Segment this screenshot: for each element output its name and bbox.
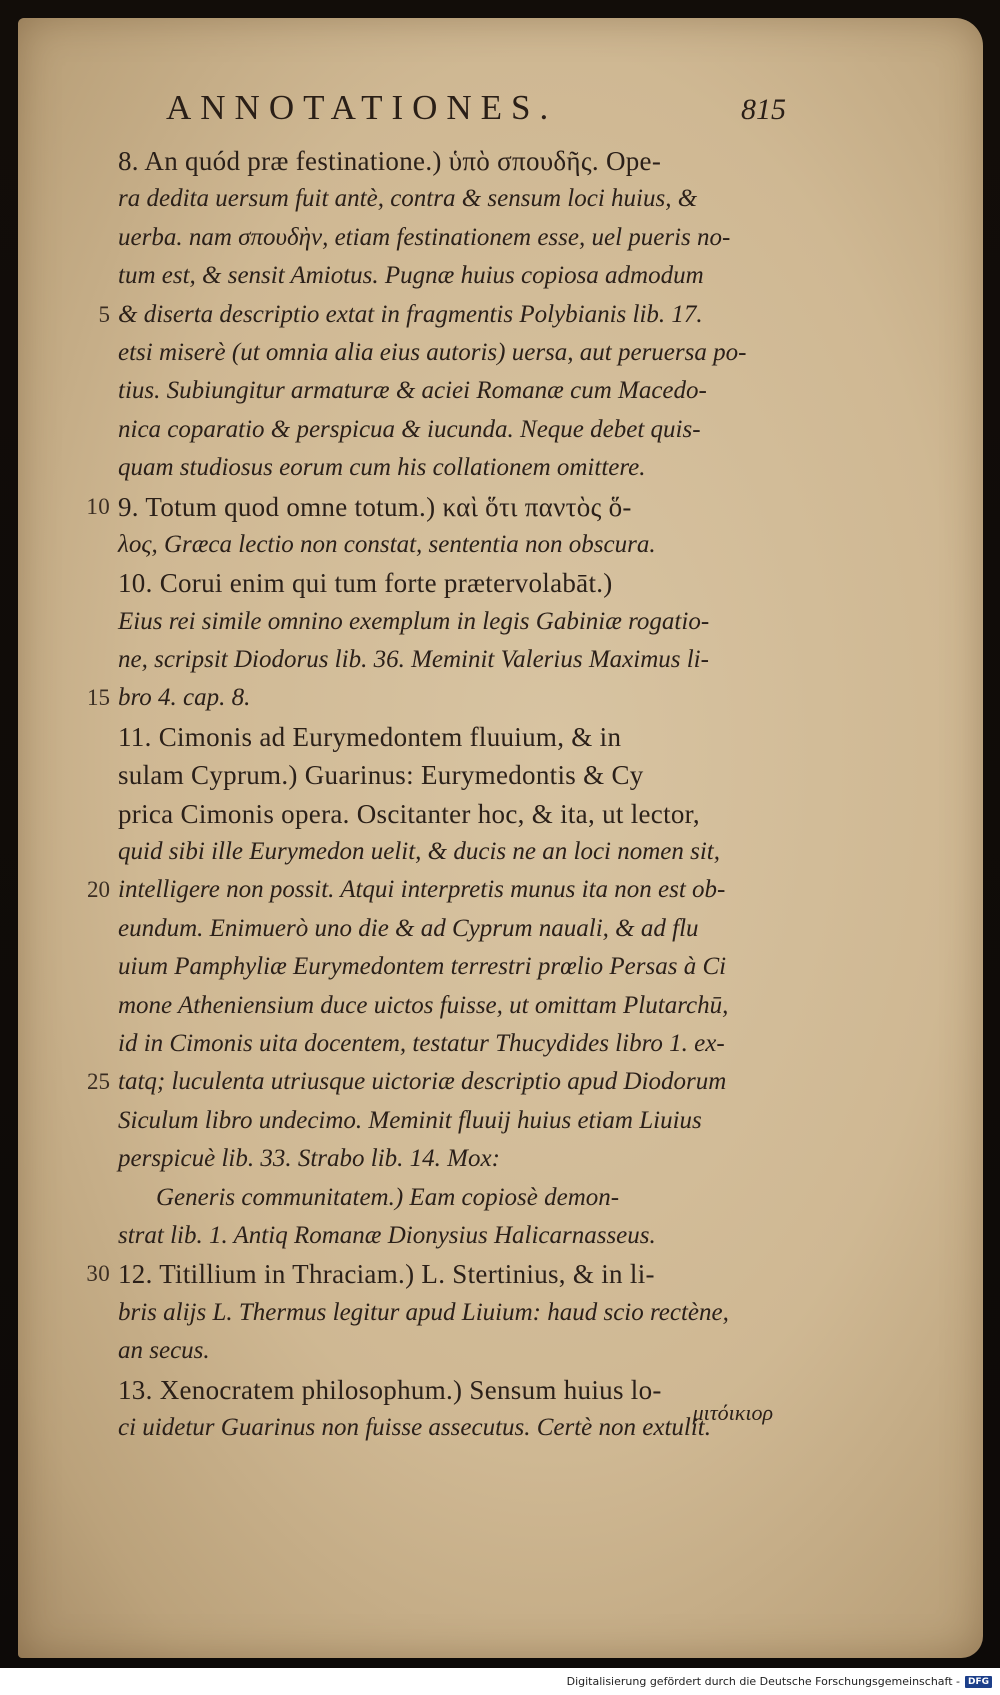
line-text: prica Cimonis opera. Oscitanter hoc, & ita, ut lector, [118,798,700,829]
text-line [96,1179,776,1217]
text-line [96,411,776,449]
line-text: sulam Cyprum.) Guarinus: Eurymedontis & Cy [118,760,644,791]
text-line [96,296,776,334]
text-line [96,526,776,564]
line-text: tum est, & sensit Amiotus. Pugnæ huius copiosa admodum [118,262,704,290]
text-line [96,1025,776,1063]
line-text: quid sibi ille Eurymedon uelit, & ducis ne an loci nomen sit, [118,838,721,866]
line-text: λος, Græca lectio non constat, sententia non obscura. [118,530,656,558]
text-line [96,910,776,948]
text-line [87,871,776,909]
line-number: 10 [86,493,110,519]
line-text: an secus. [118,1337,210,1365]
line-text: ra dedita uersum fuit antè, contra & sensum loci huius, & [118,185,698,213]
folio-number: 815 [741,93,786,126]
text-line [96,795,776,833]
line-number: 25 [87,1069,110,1095]
line-text: strat lib. 1. Antiq Romanæ Dionysius Halicarnasseus. [118,1221,656,1249]
line-text: intelligere non possit. Atqui interpretis munus ita non est ob- [118,876,726,904]
line-text: ne, scripsit Diodorus lib. 36. Meminit Valerius Maximus li- [118,646,709,674]
line-text: 13. Xenocratem philosophum.) Sensum huius lo- [118,1374,662,1405]
text-line [96,257,776,295]
line-number: 30 [86,1261,110,1287]
text-line [96,1409,776,1447]
text-line [96,564,776,602]
line-text: etsi miserè (ut omnia alia eius autoris) uersa, aut peruersa po- [118,338,747,366]
text-line [96,1217,776,1255]
line-text: Eius rei simile omnino exemplum in legis Gabiniæ rogatio- [118,607,710,635]
line-number: 15 [87,685,110,711]
book-page [18,18,983,1658]
line-text: Siculum libro undecimo. Meminit fluuij huius etiam Liuius [118,1106,702,1134]
line-text: tatq; luculenta utriusque uictoriæ descriptio apud Diodorum [118,1068,727,1096]
text-line [87,679,776,717]
credit-text: Digitalisierung gefördert durch die Deutsche Forschungsgemeinschaft - [566,1675,960,1688]
line-text: bris alijs L. Thermus legitur apud Liuium: haud scio rectène, [118,1298,729,1326]
line-text: tius. Subiungitur armaturæ & aciei Romanæ cum Macedo- [118,377,707,405]
text-line [96,833,776,871]
line-text: perspicuè lib. 33. Strabo lib. 14. Mox: [118,1145,500,1173]
text-line [96,987,776,1025]
line-text: ci uidetur Guarinus non fuisse assecutus. Certè non extulit. [118,1413,712,1441]
line-text: id in Cimonis uita docentem, testatur Thucydides libro 1. ex- [118,1029,725,1057]
text-line [96,1294,776,1332]
text-line [87,1063,776,1101]
line-text: nica coparatio & perspicua & iucunda. Neque debet quis- [118,415,701,443]
line-text: mone Atheniensium duce uictos fuisse, ut omittam Plutarchū, [118,991,729,1019]
dfg-logo: DFG [965,1676,992,1688]
text-line [96,603,776,641]
line-text: uerba. nam σπουδὴν, etiam festinationem esse, uel pueris no- [118,223,731,251]
line-number: 5 [98,301,110,327]
digitization-credit [567,1675,992,1688]
running-head [166,88,786,128]
line-text: eundum. Enimuerò uno die & ad Cyprum nauali, & ad flu [118,914,699,942]
text-line [96,1371,776,1409]
line-text: 11. Cimonis ad Eurymedontem fluuium, & in [118,721,622,752]
running-title: ANNOTATIONES. [166,88,558,127]
text-line [96,1140,776,1178]
annotation-text-block [86,142,776,1447]
line-text: quam studiosus eorum cum his collationem omittere. [118,454,646,482]
text-line [96,756,776,794]
line-text: 8. An quód præ festinatione.) ὑπὸ σπουδῆς. Ope- [118,146,662,176]
text-line [96,142,776,180]
line-text: 12. Titillium in Thraciam.) L. Stertinius, & in li- [118,1259,655,1290]
text-line [96,449,776,487]
text-line [96,219,776,257]
catchword: μιτόικιορ [692,1400,773,1425]
line-text: uium Pamphyliæ Eurymedontem terrestri prœlio Persas à Ci [118,953,727,981]
text-line [96,641,776,679]
text-line [86,488,776,526]
line-text: Generis communitatem.) Eam copiosè demon- [156,1183,620,1211]
text-line [96,1102,776,1140]
line-text: & diserta descriptio extat in fragmentis Polybianis lib. 17. [118,300,703,328]
line-number: 20 [87,877,110,903]
text-line [96,180,776,218]
line-text: 9. Totum quod omne totum.) καὶ ὅτι παντὸς ὅ- [118,491,632,522]
line-text: 10. Corui enim qui tum forte prætervolabāt.) [118,568,613,599]
text-line [86,1255,776,1293]
text-line [96,334,776,372]
text-line [96,948,776,986]
text-line [96,372,776,410]
line-text: bro 4. cap. 8. [118,684,251,712]
text-line [96,1332,776,1370]
text-line [96,718,776,756]
